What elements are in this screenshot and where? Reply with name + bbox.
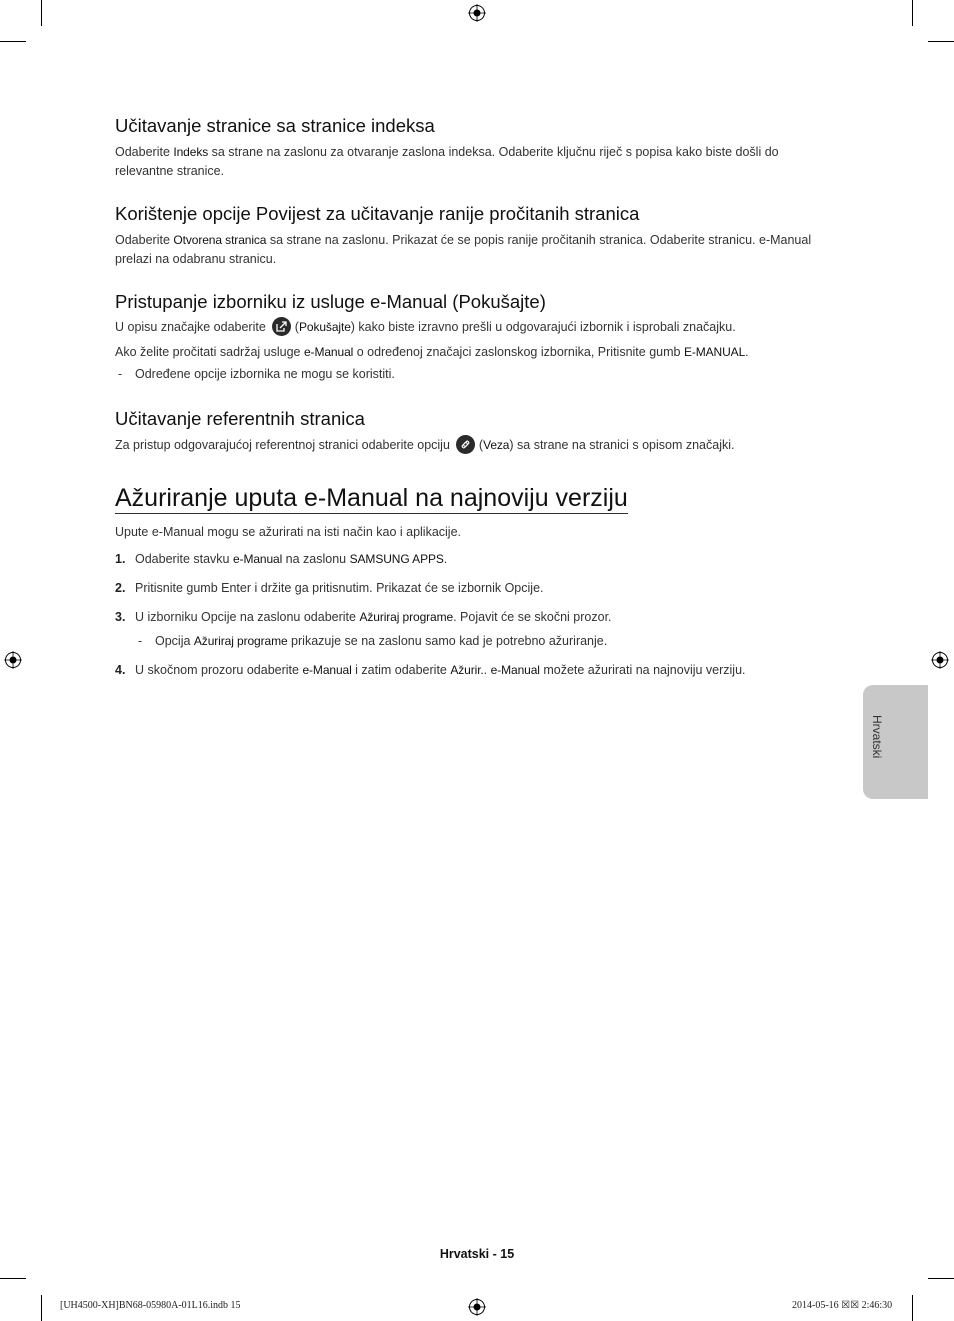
- step-4: [135, 663, 746, 677]
- menu-option-e-manual: e-Manual: [302, 663, 352, 677]
- text: ) sa strane na stranici s opisom značajki.: [509, 438, 735, 452]
- text: Odaberite: [115, 233, 174, 247]
- registration-mark-icon: [4, 651, 22, 669]
- language-side-tab: [863, 685, 928, 799]
- text: U skočnom prozoru odaberite: [135, 663, 303, 677]
- section-note-try: Određene opcije izbornika ne mogu se koristiti.: [135, 367, 395, 381]
- section-heading-history: Korištenje opcije Povijest za učitavanje ranije pročitanih stranica: [115, 203, 640, 224]
- step-3-note: [155, 634, 607, 648]
- chain-link-icon: [456, 435, 475, 454]
- section-text-try-line1: [115, 317, 840, 337]
- registration-mark-icon: [468, 4, 486, 22]
- section-text-index: [115, 143, 840, 181]
- crop-mark: [912, 0, 913, 26]
- section-heading-reference: Učitavanje referentnih stranica: [115, 408, 365, 429]
- text: .: [745, 345, 749, 359]
- text: sa strane na zaslonu za otvaranje zaslona indeksa. Odaberite ključnu riječ s popisa kako biste došli do relevantne stranice.: [115, 145, 779, 178]
- crop-mark: [41, 1295, 42, 1321]
- external-link-icon: [272, 317, 291, 336]
- step-2: [135, 581, 544, 595]
- main-heading: Ažuriranje uputa e-Manual na najnoviju verziju: [115, 484, 628, 512]
- text: ) kako biste izravno prešli u odgovarajući izbornik i isprobali značajku.: [350, 320, 736, 334]
- menu-option-samsung-apps: SAMSUNG APPS: [349, 552, 444, 566]
- section-text-reference: [115, 435, 840, 455]
- crop-mark: [912, 1295, 913, 1321]
- menu-option-otvorena-stranica: Otvorena stranica: [173, 233, 267, 247]
- menu-option-pokusajte: Pokušajte: [298, 320, 351, 334]
- step-3: [135, 610, 612, 624]
- language-side-tab-label: Hrvatski: [870, 715, 884, 759]
- menu-option-veza: Veza: [483, 438, 510, 452]
- text: Odaberite stavku: [135, 552, 233, 566]
- text: (: [478, 438, 484, 452]
- menu-option-azuriraj-programe: Ažuriraj programe: [193, 634, 288, 648]
- crop-mark: [0, 41, 26, 42]
- intro-text: Upute e-Manual mogu se ažurirati na isti način kao i aplikacije.: [115, 525, 462, 539]
- menu-option-e-manual: e-Manual: [490, 663, 540, 677]
- text: .: [443, 552, 448, 566]
- step-number: 3.: [115, 610, 126, 624]
- text: možete ažurirati na najnoviju verziju.: [539, 663, 746, 677]
- text: .: [483, 663, 491, 677]
- step-number: 4.: [115, 663, 126, 677]
- text: U opisu značajke odaberite: [115, 320, 266, 334]
- note-dash: -: [118, 367, 123, 381]
- section-heading-index: Učitavanje stranice sa stranice indeksa: [115, 115, 435, 136]
- text: i zatim odaberite: [351, 663, 451, 677]
- text: Za pristup odgovarajućoj referentnoj stranici odaberite opciju: [115, 438, 450, 452]
- text: (: [294, 320, 299, 334]
- crop-mark: [928, 1278, 954, 1279]
- text: U izborniku Opcije na zaslonu odaberite: [135, 610, 360, 624]
- section-text-history: [115, 231, 840, 269]
- text: Ako želite pročitati sadržaj usluge: [115, 345, 304, 359]
- menu-option-e-manual: e-Manual: [232, 552, 283, 566]
- step-1: [135, 552, 447, 566]
- note-dash: -: [138, 634, 143, 648]
- text: sa strane na zaslonu. Prikazat će se popis ranije pročitanih stranica. Odaberite stranicu. e-Manual prelazi na odabranu stranicu.: [115, 233, 812, 266]
- crop-mark: [928, 41, 954, 42]
- text: na zaslonu: [282, 552, 350, 566]
- crop-mark: [41, 0, 42, 26]
- menu-option-azurir: Ažurir.: [450, 663, 484, 677]
- print-slug-file: [UH4500-XH]BN68-05980A-01L16.indb 15: [60, 1300, 241, 1311]
- text: o određenoj značajci zaslonskog izbornika, Pritisnite gumb: [353, 345, 684, 359]
- section-text-try-line2: [115, 343, 840, 362]
- crop-mark: [0, 1278, 26, 1279]
- menu-option-azuriraj-programe: Ažuriraj programe: [359, 610, 454, 624]
- remote-button-e-manual: E-MANUAL: [683, 345, 746, 359]
- text: . Pojavit će se skočni prozor.: [453, 610, 612, 624]
- text: prikazuje se na zaslonu samo kad je potrebno ažuriranje.: [287, 634, 608, 648]
- step-number: 2.: [115, 581, 126, 595]
- text: Opcija: [155, 634, 194, 648]
- menu-option-e-manual: e-Manual: [303, 345, 354, 359]
- page-number: Hrvatski - 15: [439, 1247, 515, 1261]
- registration-mark-icon: [931, 651, 949, 669]
- registration-mark-icon: [468, 1298, 486, 1316]
- section-heading-try: Pristupanje izborniku iz usluge e-Manual (Pokušajte): [115, 291, 546, 312]
- text: Odaberite: [115, 145, 174, 159]
- text: Pritisnite gumb Enter i držite ga pritisnutim. Prikazat će se izbornik Opcije.: [135, 581, 544, 595]
- step-number: 1.: [115, 552, 126, 566]
- menu-option-indeks: Indeks: [173, 145, 209, 159]
- print-slug-date: 2014-05-16 ☒☒ 2:46:30: [792, 1300, 893, 1311]
